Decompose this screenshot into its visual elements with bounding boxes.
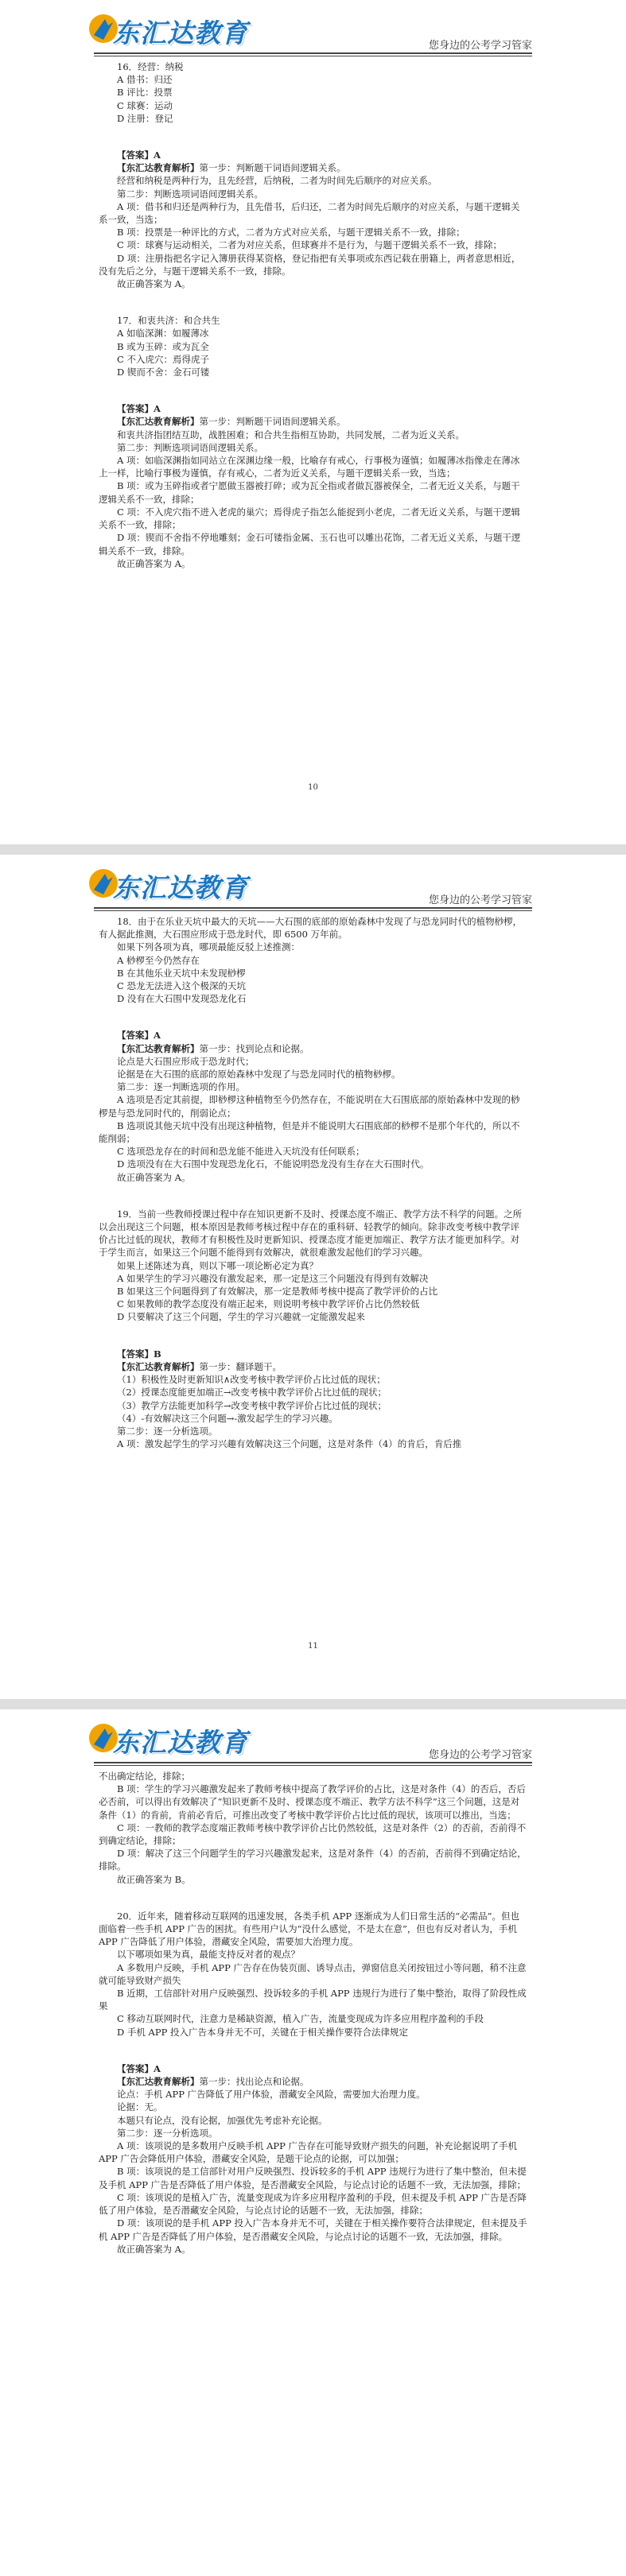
- paragraph: [99, 1171, 528, 1184]
- paragraph-text: （1）积极性及时更新知识∧改变考核中教学评价占比过低的现状；: [117, 1374, 386, 1386]
- page-number: 10: [308, 783, 318, 792]
- page-header: [0, 0, 626, 57]
- paragraph: [99, 557, 528, 570]
- paragraph-text: B 近期，工信部针对用户反映强烈、投诉较多的手机 APP 违规行为进行了集中整治，取得了阶段性成果: [99, 1988, 527, 2012]
- paragraph: [99, 327, 528, 339]
- paragraph-text: 【答案】B: [117, 1348, 161, 1360]
- answer-line: [99, 1029, 528, 1042]
- paragraph-text: D 没有在大石围中发现恐龙化石: [117, 993, 247, 1005]
- paragraph: [99, 1961, 528, 1987]
- analysis-heading: [99, 1360, 528, 1373]
- paragraph: [99, 992, 528, 1005]
- paragraph-text: 18．由于在乐业天坑中最大的天坑——大石围的底部的原始森林中发现了与恐龙同时代的植物桫椤，有人据此推测，大石围应形成于恐龙时代，即 6500 万年前。: [99, 916, 523, 941]
- paragraph-text: 故正确答案为 B。: [117, 1873, 191, 1885]
- brand-name: 东汇达教育: [113, 17, 248, 48]
- paragraph-text: D 注册：登记: [117, 112, 173, 124]
- paragraph: [99, 2243, 528, 2256]
- paragraph-text: D 项：该项说的是手机 APP 投入广告本身并无不可，关键在于相关操作要符合法律规定，但未提及手机 APP 广告是否降低了用户体验，是否潜藏安全风险，与论点讨论的话题不一致，无法加强，排除。: [99, 2217, 527, 2242]
- brand-name: 东汇达教育: [113, 1727, 248, 1758]
- paragraph: [99, 2101, 528, 2113]
- paragraph-text: 第一步：判断题干词语间逻辑关系。: [199, 162, 346, 174]
- page-number: 11: [308, 1642, 318, 1651]
- brand-name: 东汇达教育: [113, 872, 248, 903]
- paragraph-text: A 项：借书和归还是两种行为，且先借书，后归还，二者为时间先后顺序的对应关系，与题干逻辑关系一致，当选；: [99, 200, 520, 226]
- paragraph-text: A 桫椤至今仍然存在: [117, 954, 200, 966]
- paragraph-text: 论据：无。: [117, 2101, 163, 2113]
- paragraph-text: 经营和纳税是两种行为，且先经营，后纳税，二者为时间先后顺序的对应关系。: [117, 175, 437, 187]
- paragraph: [99, 1093, 528, 1119]
- paragraph-text: 论据是在大石围的底部的原始森林中发现了与恐龙同时代的植物桫椤。: [117, 1069, 401, 1080]
- paragraph-text: 第一步：判断题干词语间逻辑关系。: [199, 416, 346, 428]
- paragraph-spacer: [99, 2039, 528, 2062]
- paragraph: [99, 1847, 528, 1872]
- header-rule: [94, 907, 532, 909]
- paragraph-spacer: [99, 1886, 528, 1910]
- paragraph: [99, 340, 528, 353]
- paragraph-spacer: [99, 1324, 528, 1348]
- paragraph-text: B 在其他乐业天坑中未发现桫椤: [117, 967, 246, 979]
- paragraph-text: 第一步：找出论点和论据。: [199, 2076, 309, 2088]
- paragraph-text: C 不入虎穴：焉得虎子: [117, 353, 209, 365]
- header-rule-thin: [94, 910, 532, 911]
- paragraph: [99, 1208, 528, 1259]
- paragraph-text: A 借书：归还: [117, 74, 173, 86]
- paragraph: [99, 2026, 528, 2039]
- paragraph: [99, 112, 528, 125]
- paragraph-text: 【答案】A: [117, 2062, 161, 2074]
- paragraph: [99, 1910, 528, 1949]
- paragraph-text: A 多数用户反映，手机 APP 广告存在伪装页面、诱导点击，弹窗信息关闭按钮过小等问题，稍不注意就可能导致财产损失: [99, 1961, 527, 1986]
- paragraph: [99, 314, 528, 327]
- paragraph: [99, 441, 528, 454]
- paragraph-text: 第一步：找到论点和论据。: [199, 1042, 309, 1054]
- page-body: [99, 1770, 528, 2256]
- page-header: [0, 1709, 626, 1767]
- paragraph: [99, 1437, 528, 1450]
- header-rule-thin: [94, 1765, 532, 1766]
- paragraph: [99, 1080, 528, 1093]
- paragraph: [99, 2165, 528, 2190]
- paragraph-text: 本题只有论点，没有论据，加强优先考虑补充论据。: [117, 2114, 328, 2126]
- paragraph-text: A 选项是否定其前提，即桫椤这种植物至今仍然存在，不能说明在大石围底部的原始森林中发现的桫椤是与恐龙同时代的，削弱论点；: [99, 1094, 520, 1119]
- paragraph-text: D 手机 APP 投入广告本身并无不可，关键在于相关操作要符合法律规定: [117, 2026, 408, 2038]
- paragraph: [99, 1055, 528, 1068]
- paragraph-text: B 评比：投票: [117, 87, 173, 99]
- paragraph-text: C 球赛：运动: [117, 99, 173, 111]
- brand-logo: [86, 864, 293, 906]
- paragraph: [99, 1272, 528, 1285]
- paragraph-text: D 项：解决了这三个问题学生的学习兴趣激发起来，这是对条件（4）的否前，否前得不到确定结论，排除。: [99, 1848, 527, 1872]
- paragraph: [99, 531, 528, 557]
- paragraph: [99, 1783, 528, 1821]
- paragraph-text: D 项：注册指把名字记入簿册获得某资格，登记指把有关事项或东西记载在册籍上，两者意思相近，没有先后之分，与题干逻辑关系不一致，排除。: [99, 252, 521, 277]
- paragraph-text: 论点是大石围应形成于恐龙时代；: [117, 1055, 255, 1067]
- paragraph-spacer: [99, 125, 528, 149]
- paragraph-text: C 项：不入虎穴指不进入老虎的巢穴；焉得虎子指怎么能捉到小老虎，二者无近义关系，与题干逻辑关系不一致，排除；: [99, 506, 520, 531]
- paragraph-text: 16．经营：纳税: [117, 61, 184, 72]
- paragraph-text: D 选项没有在大石围中发现恐龙化石，不能说明恐龙没有生存在大石围时代。: [117, 1158, 430, 1170]
- paragraph-text: C 如果教师的教学态度没有端正起来，则说明考核中教学评价占比仍然较低: [117, 1298, 420, 1310]
- paragraph: [99, 226, 528, 239]
- paragraph: [99, 479, 528, 505]
- brand-logo: [86, 1719, 293, 1760]
- paragraph: [99, 1145, 528, 1158]
- page-body: [99, 60, 528, 570]
- paragraph: [99, 60, 528, 73]
- paragraph-text: 【答案】A: [117, 1030, 161, 1042]
- paragraph-spacer: [99, 1184, 528, 1208]
- paragraph: [99, 1158, 528, 1170]
- paragraph-text: 20．近年来，随着移动互联网的迅速发展，各类手机 APP 逐渐成为人们日常生活的“必需品”。但也面临着一些手机 APP 广告的困扰。有些用户认为“没什么感觉，不是太在意”，但也有反对者认为，手机 APP 广告降低了用户体验，潜藏安全风险，需要加大治理力度。: [99, 1910, 519, 1948]
- paragraph-text: 第二步：逐一判断选项的作用。: [117, 1081, 245, 1093]
- answer-line: [99, 402, 528, 415]
- paragraph-text: 第二步：判断选项词语间逻辑关系。: [117, 441, 263, 453]
- paragraph: [99, 239, 528, 251]
- analysis-label: 【东汇达教育解析】: [117, 2076, 200, 2088]
- header-tagline: 您身边的公考学习管家: [428, 1749, 532, 1761]
- paragraph: [99, 1298, 528, 1310]
- answer-line: [99, 149, 528, 161]
- paragraph-text: C 移动互联网时代，注意力是稀缺资源，植入广告，流量变现成为许多应用程序盈利的手段: [117, 2013, 484, 2025]
- paragraph: [99, 366, 528, 378]
- paragraph: [99, 1259, 528, 1272]
- paragraph: [99, 1399, 528, 1412]
- paragraph-text: C 项：一教师的教学态度端正教师考核中教学评价占比仍然较低，这是对条件（2）的否前，否前得不到确定结论，排除；: [99, 1821, 527, 1847]
- paragraph: [99, 188, 528, 200]
- paragraph-text: B 选项说其他天坑中没有出现这种植物，但是并不能说明大石围底部的桫椤不是那个年代的，所以不能削弱；: [99, 1119, 520, 1145]
- paragraph-spacer: [99, 1005, 528, 1029]
- paragraph-text: 故正确答案为 A。: [117, 2243, 191, 2255]
- paragraph: [99, 2088, 528, 2101]
- paragraph-text: 17．和衷共济：和合共生: [117, 315, 220, 327]
- paragraph-text: C 项：该项说的是植入广告，流量变现成为许多应用程序盈利的手段，但未提及手机 APP 广告是否降低了用户体验，是否潜藏安全风险，与论点讨论的话题不一致，无法加强，排除；: [99, 2191, 527, 2217]
- paragraph: [99, 353, 528, 366]
- paragraph: [99, 1412, 528, 1425]
- paragraph: [99, 1987, 528, 2012]
- paragraph: [99, 429, 528, 441]
- paragraph: [99, 2114, 528, 2127]
- document-page-1: [0, 0, 626, 844]
- paragraph-text: C 选项恐龙存在的时间和恐龙能不能进入天坑没有任何联系；: [117, 1146, 365, 1158]
- paragraph: [99, 941, 528, 953]
- paragraph: [99, 86, 528, 99]
- paragraph: [99, 967, 528, 980]
- paragraph-text: B 如果这三个问题得到了有效解决，那一定是教师考核中提高了教学评价的占比: [117, 1286, 438, 1298]
- analysis-label: 【东汇达教育解析】: [117, 162, 200, 174]
- paragraph: [99, 454, 528, 479]
- paragraph: [99, 277, 528, 290]
- header-tagline: 您身边的公考学习管家: [428, 894, 532, 906]
- header-rule: [94, 52, 532, 54]
- paragraph-text: 第一步：翻译题干。: [199, 1360, 282, 1372]
- paragraph-spacer: [99, 290, 528, 314]
- paragraph-text: A 项：该项说的是多数用户反映手机 APP 广告存在可能导致财产损失的问题，补充论据说明了手机 APP 广告会降低用户体验，潜藏安全风险，是题干论点的论据，可以加强；: [99, 2140, 518, 2165]
- paragraph: [99, 506, 528, 531]
- paragraph-text: D 项：锲而不舍指不停地雕刻；金石可镂指金属、玉石也可以雕出花饰，二者无近义关系，与题干逻辑关系不一致，排除。: [99, 532, 521, 557]
- paragraph-text: C 项：球赛与运动相关，二者为对应关系，但球赛并不是行为，与题干逻辑关系不一致，排除；: [117, 239, 502, 251]
- paragraph-text: B 项：投票是一种评比的方式，二者为方式对应关系，与题干逻辑关系不一致，排除；: [117, 227, 465, 239]
- paragraph-text: A 项：如临深渊指如同站立在深渊边缘一般，比喻存有戒心，行事极为谨慎；如履薄冰指像走在薄冰上一样，比喻行事极为谨慎，存有戒心，二者为近义关系，与题干逻辑关系一致，当选；: [99, 455, 520, 479]
- paragraph-text: （2）授课态度能更加端正→改变考核中教学评价占比过低的现状；: [117, 1387, 387, 1399]
- paragraph: [99, 1873, 528, 1886]
- paragraph-text: 以下哪项如果为真，最能支持反对者的观点？: [117, 1949, 300, 1961]
- paragraph: [99, 1425, 528, 1437]
- paragraph-text: 故正确答案为 A。: [117, 278, 191, 290]
- paragraph-text: 第二步：逐一分析选项。: [117, 1425, 218, 1437]
- document-page-3: [0, 1709, 626, 2576]
- paragraph: [99, 2012, 528, 2025]
- paragraph-text: 不出确定结论，排除；: [99, 1771, 190, 1782]
- paragraph-text: 故正确答案为 A。: [117, 1171, 191, 1183]
- analysis-heading: [99, 2075, 528, 2088]
- paragraph: [99, 1386, 528, 1399]
- paragraph-text: （4）-有效解决这三个问题→-激发起学生的学习兴趣。: [117, 1412, 338, 1424]
- paragraph-text: 论点：手机 APP 广告降低了用户体验，潜藏安全风险，需要加大治理力度。: [117, 2089, 426, 2101]
- paragraph: [99, 2127, 528, 2140]
- paragraph: [99, 174, 528, 187]
- page-header: [0, 855, 626, 912]
- paragraph: [99, 1119, 528, 1145]
- paragraph: [99, 915, 528, 941]
- paragraph-text: B 项：或为玉碎指或者宁愿做玉器被打碎；或为瓦全指或者做瓦器被保全，二者无近义关系，与题干逻辑关系不一致，排除；: [99, 480, 520, 505]
- paragraph-text: 如果上述陈述为真，则以下哪一项论断必定为真？: [117, 1259, 318, 1271]
- paragraph: [99, 2217, 528, 2242]
- paragraph: [99, 2191, 528, 2217]
- answer-line: [99, 1348, 528, 1360]
- paragraph-text: B 项：学生的学习兴趣激发起来了教师考核中提高了教学评价的占比，这是对条件（4）的否后，否后必否前，可以得出有效解决了“知识更新不及时、授课态度不端正、教学方法不科学”这三个问题，这是对条件（1）的肯前，肯前必肯后，可推出改变了考核中教学评价占比过低的现状，该项可以推出，当选；: [99, 1783, 526, 1821]
- paragraph-text: D 只要解决了这三个问题，学生的学习兴趣就一定能激发起来: [117, 1311, 365, 1323]
- analysis-heading: [99, 1042, 528, 1055]
- paragraph: [99, 1285, 528, 1298]
- paragraph-text: 故正确答案为 A。: [117, 557, 191, 569]
- paragraph: [99, 252, 528, 277]
- analysis-label: 【东汇达教育解析】: [117, 416, 200, 428]
- paragraph: [99, 200, 528, 226]
- document-page-2: [0, 855, 626, 1699]
- paragraph-spacer: [99, 378, 528, 402]
- header-tagline: 您身边的公考学习管家: [428, 40, 532, 52]
- brand-logo: [86, 10, 293, 51]
- paragraph: [99, 1068, 528, 1080]
- paragraph-text: 【答案】A: [117, 403, 161, 415]
- paragraph-text: 如果下列各项为真，哪项最能反驳上述推测：: [117, 941, 300, 953]
- paragraph: [99, 1373, 528, 1386]
- analysis-heading: [99, 415, 528, 428]
- analysis-label: 【东汇达教育解析】: [117, 1360, 200, 1372]
- paragraph-text: 【答案】A: [117, 149, 161, 161]
- paragraph-text: A 如果学生的学习兴趣没有激发起来，那一定是这三个问题没有得到有效解决: [117, 1272, 429, 1284]
- paragraph: [99, 99, 528, 112]
- paragraph-text: A 项：激发起学生的学习兴趣有效解决这三个问题，这是对条件（4）的肯后，肯后推: [117, 1438, 462, 1450]
- answer-line: [99, 2062, 528, 2075]
- paragraph-text: 第二步：逐一分析选项。: [117, 2127, 218, 2139]
- paragraph-text: D 锲而不舍：金石可镂: [117, 367, 210, 378]
- analysis-heading: [99, 161, 528, 174]
- paragraph-text: C 恐龙无法进入这个极深的天坑: [117, 980, 246, 992]
- paragraph: [99, 2140, 528, 2165]
- paragraph: [99, 1948, 528, 1961]
- paragraph-text: （3）教学方法能更加科学→改变考核中教学评价占比过低的现状；: [117, 1399, 387, 1411]
- paragraph: [99, 954, 528, 967]
- paragraph: [99, 1770, 528, 1783]
- paragraph-text: 第二步：判断选项词语间逻辑关系。: [117, 188, 263, 200]
- paragraph-text: B 或为玉碎：或为瓦全: [117, 340, 209, 352]
- paragraph: [99, 1310, 528, 1323]
- page-body: [99, 915, 528, 1450]
- paragraph-text: 19．当前一些教师授课过程中存在知识更新不及时、授课态度不端正、教学方法不科学的问题。之所以会出现这三个问题，根本原因是教师考核过程中存在的重科研、轻教学的倾向。除非改变考核中教学评价占比过低的现状，教师才有积极性及时更新知识、授课态度才能更加端正、教学方法才能更加科学。对于学生而言，如果这三个问题不能得到有效解决，就很难激发起他们的学习兴趣。: [99, 1208, 523, 1259]
- header-rule: [94, 1762, 532, 1763]
- paragraph: [99, 1821, 528, 1847]
- paragraph: [99, 980, 528, 992]
- paragraph-text: 和衷共济指团结互助，战胜困难；和合共生指相互协助，共同发展，二者为近义关系。: [117, 429, 465, 440]
- paragraph-text: B 项：该项说的是工信部针对用户反映强烈、投诉较多的手机 APP 违规行为进行了集中整治，但未提及手机 APP 广告是否降低了用户体验，是否潜藏安全风险，与论点讨论的话题不一致，无法加强，排除；: [99, 2166, 527, 2190]
- paragraph: [99, 73, 528, 86]
- paragraph-text: A 如临深渊：如履薄冰: [117, 328, 209, 339]
- analysis-label: 【东汇达教育解析】: [117, 1042, 200, 1054]
